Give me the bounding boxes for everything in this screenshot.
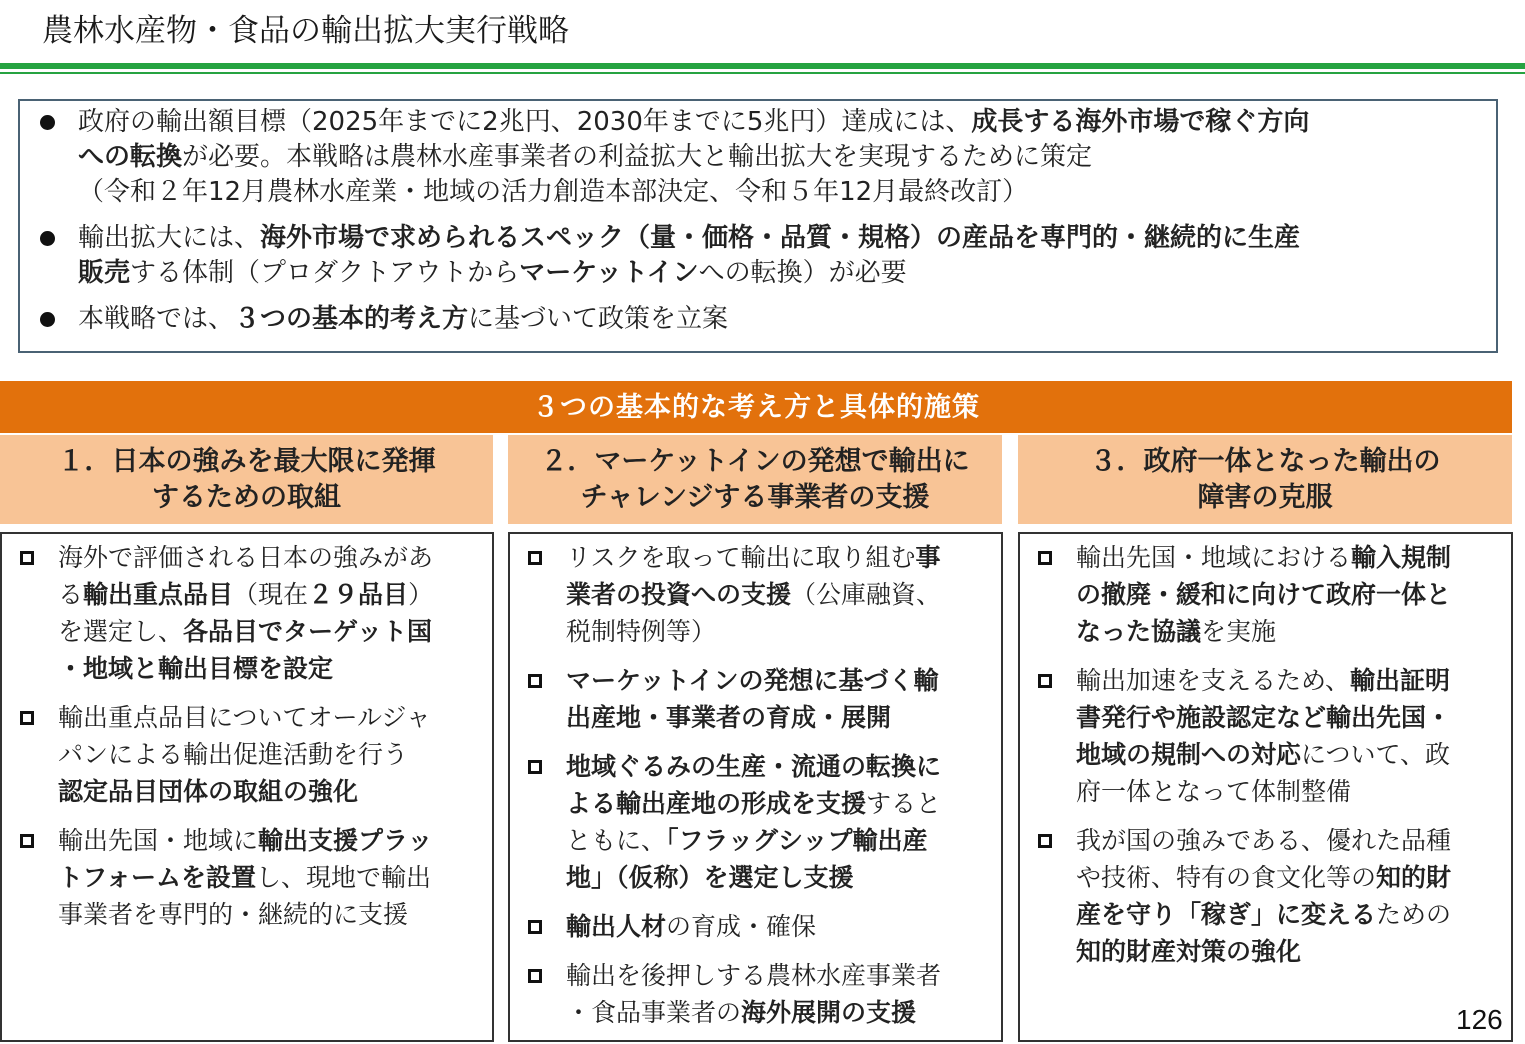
checkbox-square-icon	[1038, 551, 1052, 565]
summary-bullet: 政府の輸出額目標（2025年までに2兆円、2030年までに5兆円）達成には、成長する海外市場で稼ぐ方向 への転換が必要。本戦略は農林水産事業者の利益拡大と輸出拡大を実現するために策定 （令和２年12月農林水産業・地域の活力創造本部決定、令和５年12月最終改訂）	[38, 105, 1476, 210]
page-number: 126	[1456, 1004, 1503, 1035]
list-item: 輸出人材の育成・確保	[522, 908, 989, 945]
list-item: 地域ぐるみの生産・流通の転換に よる輸出産地の形成を支援すると ともに、「フラッグシップ輸出産 地」（仮称）を選定し支援	[522, 748, 989, 896]
list-item: 海外で評価される日本の強みがあ る輸出重点品目（現在２９品目） を選定し、各品目でターゲット国 ・地域と輸出目標を設定	[14, 539, 480, 687]
list-item: 輸出加速を支えるため、輸出証明 書発行や施設認定など輸出先国・ 地域の規制への対応について、政 府一体となって体制整備	[1032, 662, 1499, 810]
page-title: 農林水産物・食品の輸出拡大実行戦略	[42, 13, 569, 49]
column-body-1	[0, 532, 494, 1042]
bullet-dot-icon	[40, 231, 55, 246]
checkbox-square-icon	[20, 551, 34, 565]
list-item: マーケットインの発想に基づく輸 出産地・事業者の育成・展開	[522, 662, 989, 736]
list-item: 輸出先国・地域に輸出支援プラッ トフォームを設置し、現地で輸出 事業者を専門的・継続的に支援	[14, 822, 480, 933]
title-underline	[0, 63, 1525, 69]
list-item: 輸出を後押しする農林水産事業者 ・食品事業者の海外展開の支援	[522, 957, 989, 1031]
checkbox-square-icon	[528, 674, 542, 688]
list-item: 我が国の強みである、優れた品種 や技術、特有の食文化等の知的財 産を守り「稼ぎ」に変えるための 知的財産対策の強化	[1032, 822, 1499, 970]
checkbox-square-icon	[1038, 674, 1052, 688]
column-body-3	[1018, 532, 1513, 1042]
checkbox-square-icon	[20, 711, 34, 725]
checkbox-square-icon	[528, 551, 542, 565]
checkbox-square-icon	[528, 920, 542, 934]
list-item: リスクを取って輸出に取り組む事 業者の投資への支援（公庫融資、 税制特例等）	[522, 539, 989, 650]
title-underline-thin	[0, 72, 1525, 74]
column-header-1: １．日本の強みを最大限に発揮 するための取組	[0, 435, 493, 524]
bullet-dot-icon	[40, 115, 55, 130]
list-item: 輸出先国・地域における輸入規制 の撤廃・緩和に向けて政府一体と なった協議を実施	[1032, 539, 1499, 650]
checkbox-square-icon	[528, 969, 542, 983]
column-header-2: ２．マーケットインの発想で輸出に チャレンジする事業者の支援	[508, 435, 1002, 524]
checkbox-square-icon	[20, 834, 34, 848]
summary-bullet: 本戦略では、３つの基本的考え方に基づいて政策を立案	[38, 302, 1476, 337]
bullet-dot-icon	[40, 312, 55, 327]
summary-box	[18, 99, 1498, 353]
section-band-title: ３つの基本的な考え方と具体的施策	[0, 381, 1512, 433]
column-body-2	[508, 532, 1003, 1042]
checkbox-square-icon	[1038, 834, 1052, 848]
list-item: 輸出重点品目についてオールジャ パンによる輸出促進活動を行う 認定品目団体の取組の強化	[14, 699, 480, 810]
checkbox-square-icon	[528, 760, 542, 774]
summary-bullet: 輸出拡大には、海外市場で求められるスペック（量・価格・品質・規格）の産品を専門的・継続的に生産 販売する体制（プロダクトアウトからマーケットインへの転換）が必要	[38, 221, 1476, 291]
column-header-3: ３．政府一体となった輸出の 障害の克服	[1018, 435, 1512, 524]
